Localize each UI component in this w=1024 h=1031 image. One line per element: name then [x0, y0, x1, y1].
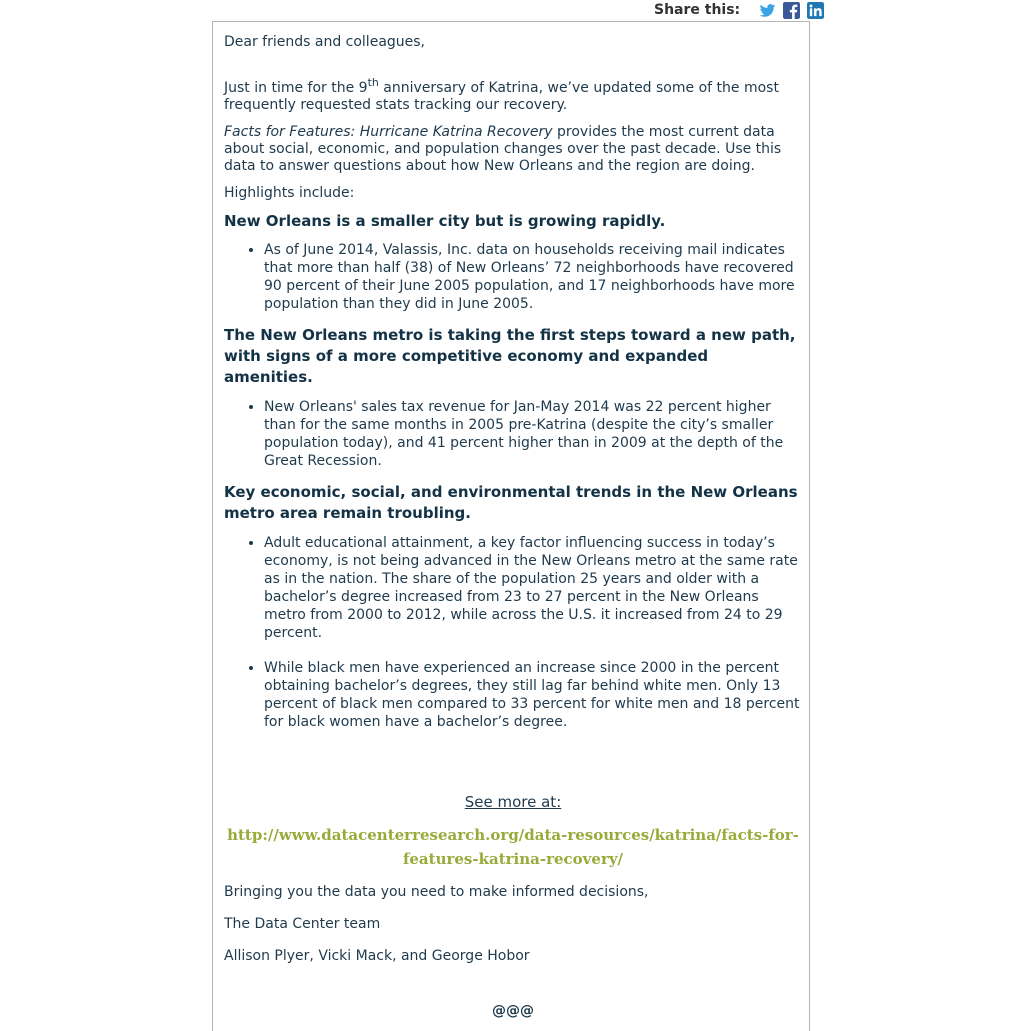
twitter-icon[interactable] — [759, 2, 776, 19]
intro-paragraph — [224, 76, 802, 114]
report-link-text[interactable]: http://www.datacenterresearch.org/data-resources/katrina/facts-for-features-katrina-recovery/ — [227, 826, 799, 868]
facts-title: Facts for Features: Hurricane Katrina Recovery — [224, 124, 553, 140]
see-more-label: See more at: — [464, 793, 562, 811]
intro-text-end: anniversary of Katrina, we’ve updated some of the most frequently requested stats tracking our recovery. — [224, 80, 779, 113]
report-link[interactable] — [224, 823, 802, 871]
list-item: • New Orleans' sales tax revenue for Jan-May 2014 was 22 percent higher than for the same months in 2005 pre-Katrina (despite the city’s smaller population today), and 41 percent higher than in 2009 at the depth of the Great Recession. — [264, 398, 802, 470]
section-heading-trends: Key economic, social, and environmental trends in the New Orleans metro area remain troubling. — [224, 483, 798, 522]
bullet-list-economy — [224, 398, 802, 470]
list-item: • While black men have experienced an increase since 2000 in the percent obtaining bachelor’s degrees, they still lag far behind white men. Only 13 percent of black men compared to 33 percent for white men and 18 percent for black women have a bachelor’s degree. — [264, 659, 802, 731]
email-body — [224, 22, 802, 1020]
email-card — [212, 21, 810, 1031]
section-heading-growth: New Orleans is a smaller city but is growing rapidly. — [224, 212, 666, 230]
facebook-icon[interactable] — [783, 2, 800, 19]
end-mark: @@@ — [492, 1003, 534, 1019]
closing-line: Bringing you the data you need to make informed decisions, — [224, 884, 649, 900]
signature-names: Allison Plyer, Vicki Mack, and George Hobor — [224, 948, 530, 964]
section-heading-economy: The New Orleans metro is taking the first steps toward a new path, with signs of a more competitive economy and expanded amenities. — [224, 326, 796, 386]
facts-body: provides the most current data about social, economic, and population changes over the past decade. Use this data to answer questions about how New Orleans and the region are doing. — [224, 124, 782, 174]
list-item: • Adult educational attainment, a key factor influencing success in today’s economy, is not being advanced in the New Orleans metro at the same rate as in the nation. The share of the population 25 years and older with a bachelor’s degree increased from 23 to 27 percent in the New Orleans metro from 2000 to 2012, while across the U.S. it increased from 24 to 29 percent. — [264, 534, 802, 642]
bullet-list-growth — [224, 241, 802, 313]
intro-text-start: Just in time for the 9 — [224, 80, 368, 96]
linkedin-icon[interactable] — [807, 2, 824, 19]
facts-paragraph — [224, 124, 802, 175]
list-item: • As of June 2014, Valassis, Inc. data on households receiving mail indicates that more than half (38) of New Orleans’ 72 neighborhoods have recovered 90 percent of their June 2005 population, and 17 neighborhoods have more population than they did in June 2005. — [264, 241, 802, 313]
signature-team: The Data Center team — [224, 916, 381, 932]
highlights-intro: Highlights include: — [224, 185, 355, 201]
ordinal-suffix: th — [367, 76, 379, 89]
greeting: Dear friends and colleagues, — [224, 34, 426, 50]
share-label: Share this: — [654, 2, 741, 18]
share-bar — [654, 0, 824, 20]
bullet-list-trends — [224, 534, 802, 731]
